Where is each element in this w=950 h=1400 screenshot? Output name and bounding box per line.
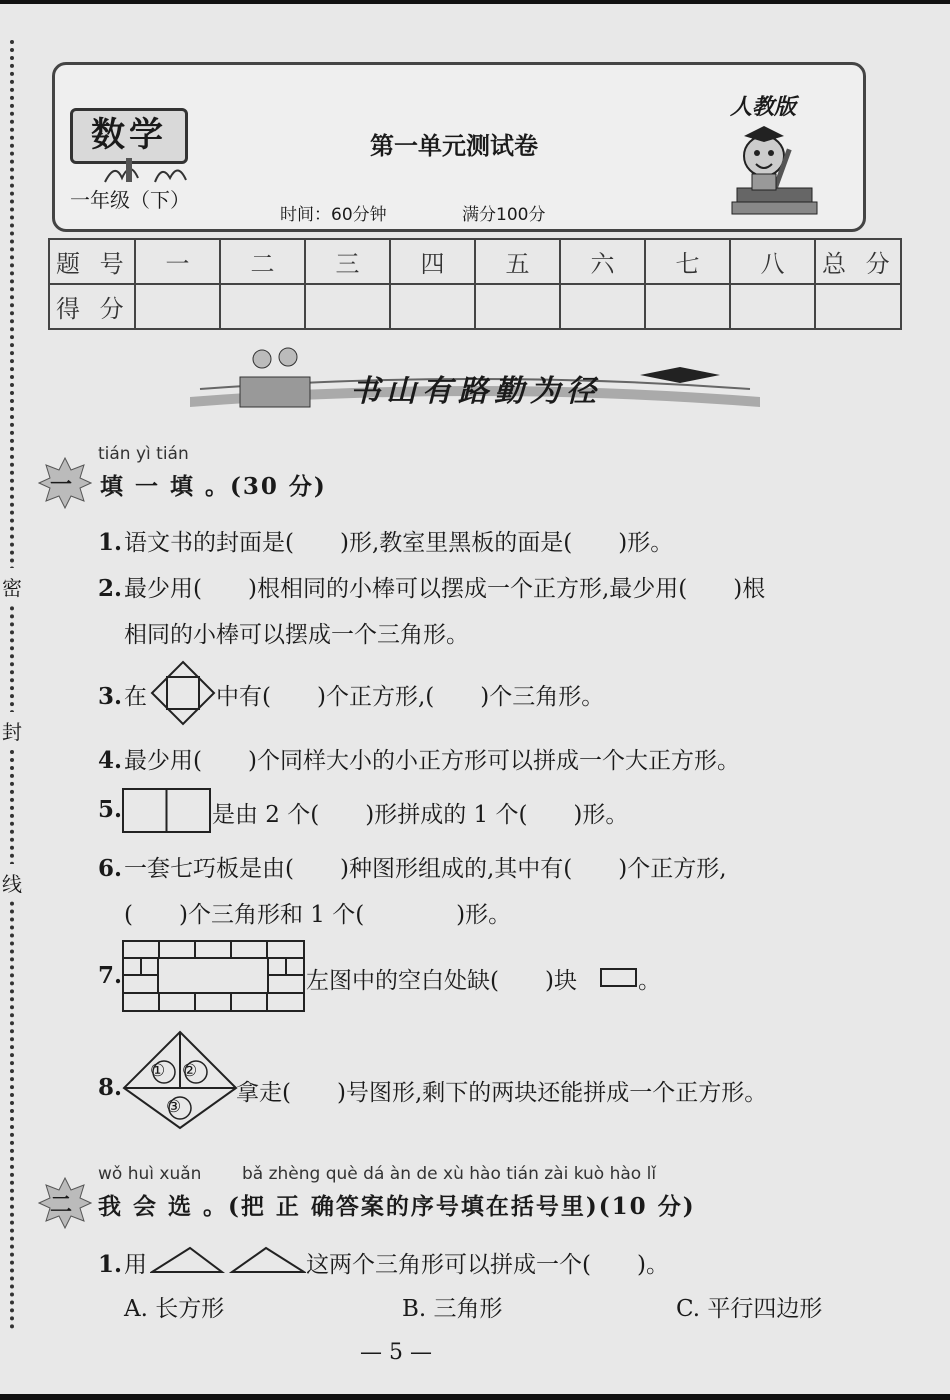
side-label-line: 线 — [2, 864, 22, 901]
question-2-cont: 相同的小棒可以摆成一个三角形。 — [124, 622, 469, 648]
exam-title: 第一单元测试卷 — [370, 131, 538, 160]
binding-dotted-line — [10, 40, 14, 1330]
table-cell: 二 — [220, 239, 305, 284]
score-cell[interactable] — [390, 284, 475, 329]
question-1: 1.语文书的封面是( )形,教室里黑板的面是( )形。 — [98, 529, 674, 556]
table-cell: 七 — [645, 239, 730, 284]
subject-logo: 数学 — [70, 108, 188, 164]
option-b[interactable]: B. 三角形 — [402, 1296, 503, 1322]
score-cell[interactable] — [645, 284, 730, 329]
question-5-text: 是由 2 个( )形拼成的 1 个( )形。 — [212, 802, 629, 828]
score-table — [48, 238, 902, 330]
question-7: 7. — [98, 962, 123, 989]
section1-pinyin: tián yì tián — [98, 444, 189, 464]
piece-label-3: ③ — [166, 1097, 182, 1117]
diamond-square-figure — [150, 660, 216, 726]
score-cell[interactable] — [730, 284, 815, 329]
question-4: 4.最少用( )个同样大小的小正方形可以拼成一个大正方形。 — [98, 747, 740, 774]
brick-wall-figure — [122, 940, 306, 1014]
choice-question-1: 1.用 — [98, 1251, 148, 1278]
question-6: 6.一套七巧板是由( )种图形组成的,其中有( )个正方形, — [98, 855, 727, 882]
section2-title: 我 会 选 。(把 正 确答案的序号填在括号里)(10 分) — [98, 1193, 696, 1220]
two-squares-figure — [122, 788, 212, 834]
section2-pinyin-left: wǒ huì xuǎn — [98, 1164, 202, 1184]
table-cell: 六 — [560, 239, 645, 284]
table-cell: 一 — [135, 239, 220, 284]
question-8-text: 拿走( )号图形,剩下的两块还能拼成一个正方形。 — [236, 1080, 768, 1106]
banner-motto: 书山有路勤为径 — [350, 374, 602, 409]
grade-label: 一年级（下） — [70, 188, 190, 212]
section1-title: 填 一 填 。(30 分) — [100, 473, 327, 500]
table-cell: 五 — [475, 239, 560, 284]
table-cell: 三 — [305, 239, 390, 284]
question-7-text: 左图中的空白处缺( )块 — [306, 968, 577, 994]
score-cell[interactable] — [305, 284, 390, 329]
option-a[interactable]: A. 长方形 — [124, 1296, 225, 1322]
edition-label: 人教版 — [730, 94, 797, 120]
question-3: 3.在 — [98, 683, 148, 710]
section1-number: 一 — [50, 472, 75, 498]
two-triangles-figure — [150, 1244, 306, 1274]
side-label-seal: 密 — [2, 568, 22, 605]
student-cartoon-icon — [722, 118, 822, 218]
bottom-border — [0, 1394, 950, 1400]
score-table-header-row — [49, 239, 901, 284]
table-cell: 八 — [730, 239, 815, 284]
table-cell: 四 — [390, 239, 475, 284]
choice-question-1-text: 这两个三角形可以拼成一个( )。 — [306, 1252, 669, 1278]
question-7-end: 。 — [638, 968, 661, 994]
score-cell[interactable] — [220, 284, 305, 329]
grass-icon — [100, 158, 190, 184]
score-table-score-row — [49, 284, 901, 329]
score-cell[interactable] — [560, 284, 645, 329]
full-score: 满分100分 — [462, 205, 546, 225]
table-cell: 得 分 — [49, 284, 135, 329]
table-cell: 总 分 — [815, 239, 901, 284]
top-border — [0, 0, 950, 4]
brick-icon — [600, 968, 638, 988]
piece-label-1: ① — [150, 1061, 166, 1081]
page-number: — 5 — — [360, 1340, 432, 1365]
question-3-text: 中有( )个正方形,( )个三角形。 — [216, 684, 605, 710]
score-cell[interactable] — [135, 284, 220, 329]
section2-number: 二 — [50, 1192, 75, 1218]
option-c[interactable]: C. 平行四边形 — [676, 1296, 823, 1322]
time-limit: 时间：60分钟 — [280, 205, 387, 225]
question-8: 8. — [98, 1074, 123, 1101]
question-5: 5. — [98, 796, 123, 823]
section2-pinyin-right: bǎ zhèng què dá àn de xù hào tián zài kuò hào lǐ — [242, 1164, 657, 1184]
question-6-cont: ( )个三角形和 1 个( )形。 — [124, 902, 512, 928]
table-cell: 题 号 — [49, 239, 135, 284]
piece-label-2: ② — [182, 1061, 198, 1081]
side-label-close: 封 — [2, 712, 22, 749]
score-cell[interactable] — [475, 284, 560, 329]
score-cell[interactable] — [815, 284, 901, 329]
question-2: 2.最少用( )根相同的小棒可以摆成一个正方形,最少用( )根 — [98, 575, 766, 602]
